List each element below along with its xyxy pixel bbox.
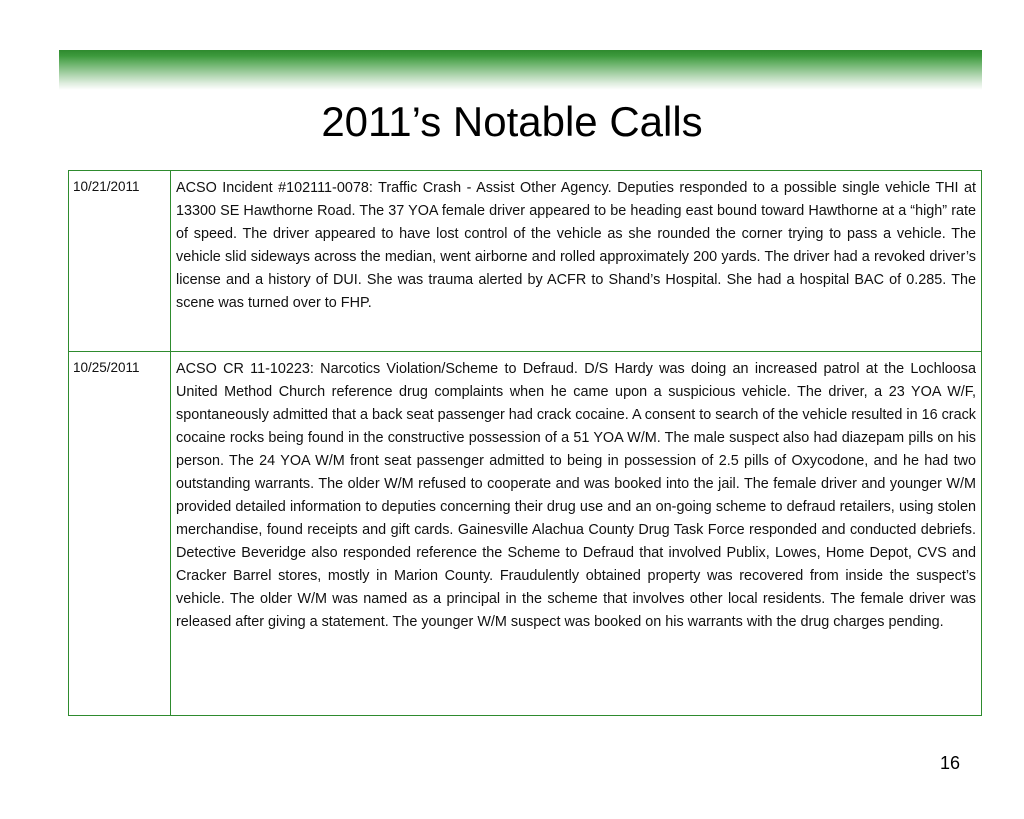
notable-calls-table (68, 170, 982, 716)
call-description: ACSO Incident #102111-0078: Traffic Crash - Assist Other Agency. Deputies responded to a possible single vehicle THI at 13300 SE Hawthorne Road. The 37 YOA female driver appeared to be heading east bound toward Hawthorne at a “high” rate of speed. The driver appeared to have lost control of the vehicle as she rounded the corner trying to pass a vehicle. The vehicle slid sideways across the median, went airborne and rolled approximately 200 yards. The driver had a revoked driver’s license and a history of DUI. She was trauma alerted by ACFR to Shand’s Hospital. She had a hospital BAC of 0.285. The scene was turned over to FHP. (171, 171, 982, 352)
call-date: 10/21/2011 (69, 171, 171, 352)
call-description: ACSO CR 11-10223: Narcotics Violation/Scheme to Defraud. D/S Hardy was doing an increased patrol at the Lochloosa United Method Church reference drug complaints when he came upon a suspicious vehicle. The driver, a 23 YOA W/F, spontaneously admitted that a back seat passenger had crack cocaine. A consent to search of the vehicle resulted in 16 crack cocaine rocks being found in the constructive possession of a 51 YOA W/M. The male suspect also had diazepam pills on his person. The 24 YOA W/M front seat passenger admitted to being in possession of 2.5 pills of Oxycodone, and he had two outstanding warrants. The older W/M refused to cooperate and was booked into the jail. The female driver and younger W/M provided detailed information to deputies concerning their drug use and an on-going scheme to defraud retailers, using stolen merchandise, found receipts and gift cards. Gainesville Alachua County Drug Task Force responded and conducted debriefs. Detective Beveridge also responded reference the Scheme to Defraud that involved Publix, Lowes, Home Depot, CVS and Cracker Barrel stores, mostly in Marion County. Fraudulently obtained property was recovered from inside the suspect’s vehicle. The older W/M was named as a principal in the scheme that involves other local residents. The female driver was released after giving a statement. The younger W/M suspect was booked on his warrants with the drug charges pending. (171, 352, 982, 716)
notable-calls-table-container (68, 170, 982, 716)
page-number: 16 (940, 753, 961, 773)
call-date: 10/25/2011 (69, 352, 171, 716)
header-gradient-band (59, 50, 982, 90)
slide-title: 2011’s Notable Calls (321, 98, 703, 145)
table-row (69, 171, 982, 352)
table-row (69, 352, 982, 716)
